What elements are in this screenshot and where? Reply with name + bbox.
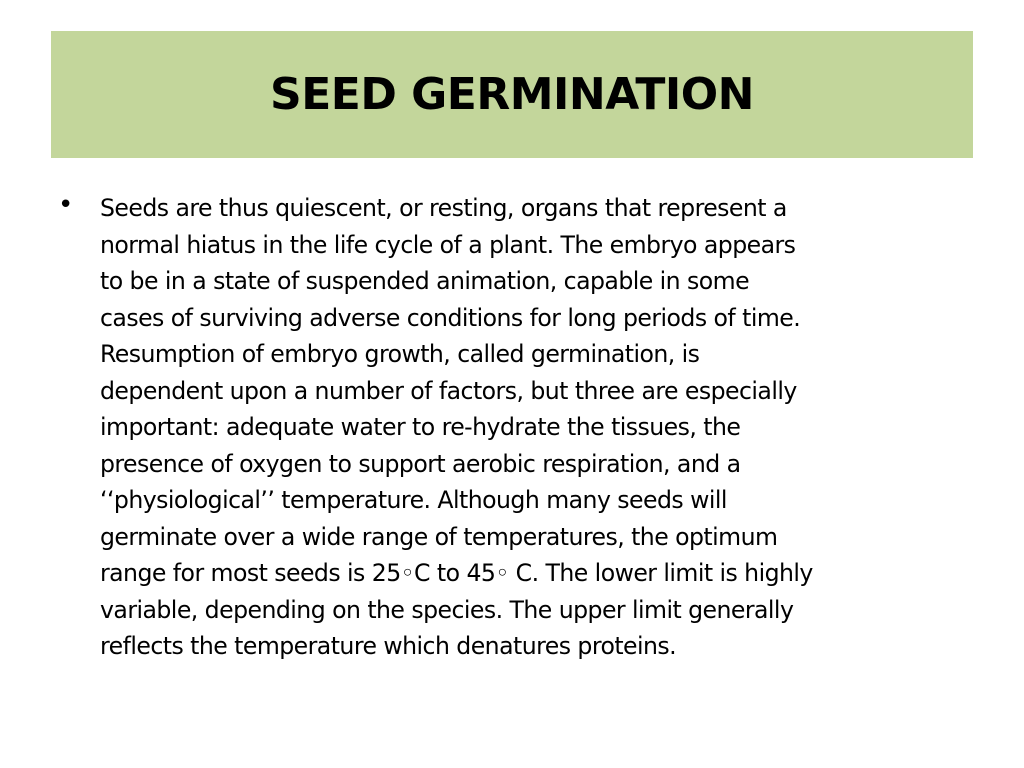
paragraph-line: Resumption of embryo growth, called germination, is xyxy=(100,340,700,368)
paragraph-line: normal hiatus in the life cycle of a plant. The embryo appears xyxy=(100,230,796,259)
paragraph-line: ‘‘physiological’’ temperature. Although many seeds will xyxy=(100,486,727,514)
bullet-paragraph xyxy=(100,190,813,665)
bullet-item xyxy=(58,190,968,665)
paragraph-line: presence of oxygen to support aerobic respiration, and a xyxy=(100,449,741,478)
paragraph-line: reflects the temperature which denatures proteins. xyxy=(100,632,677,660)
paragraph-line: variable, depending on the species. The upper limit generally xyxy=(100,595,794,624)
bullet-dot-icon: • xyxy=(58,190,74,220)
paragraph-line: important: adequate water to re-hydrate the tissues, the xyxy=(100,413,741,441)
slide-body xyxy=(58,190,968,665)
paragraph-line: Seeds are thus quiescent, or resting, organs that represent a xyxy=(100,194,787,222)
paragraph-line: range for most seeds is 25◦C to 45◦ C. The lower limit is highly xyxy=(100,559,813,587)
slide-title: SEED GERMINATION xyxy=(270,69,754,120)
title-banner xyxy=(51,31,973,158)
paragraph-line: germinate over a wide range of temperatures, the optimum xyxy=(100,522,778,551)
paragraph-line: dependent upon a number of factors, but three are especially xyxy=(100,376,797,405)
paragraph-line: to be in a state of suspended animation, capable in some xyxy=(100,267,750,295)
paragraph-line: cases of surviving adverse conditions for long periods of time. xyxy=(100,303,801,332)
